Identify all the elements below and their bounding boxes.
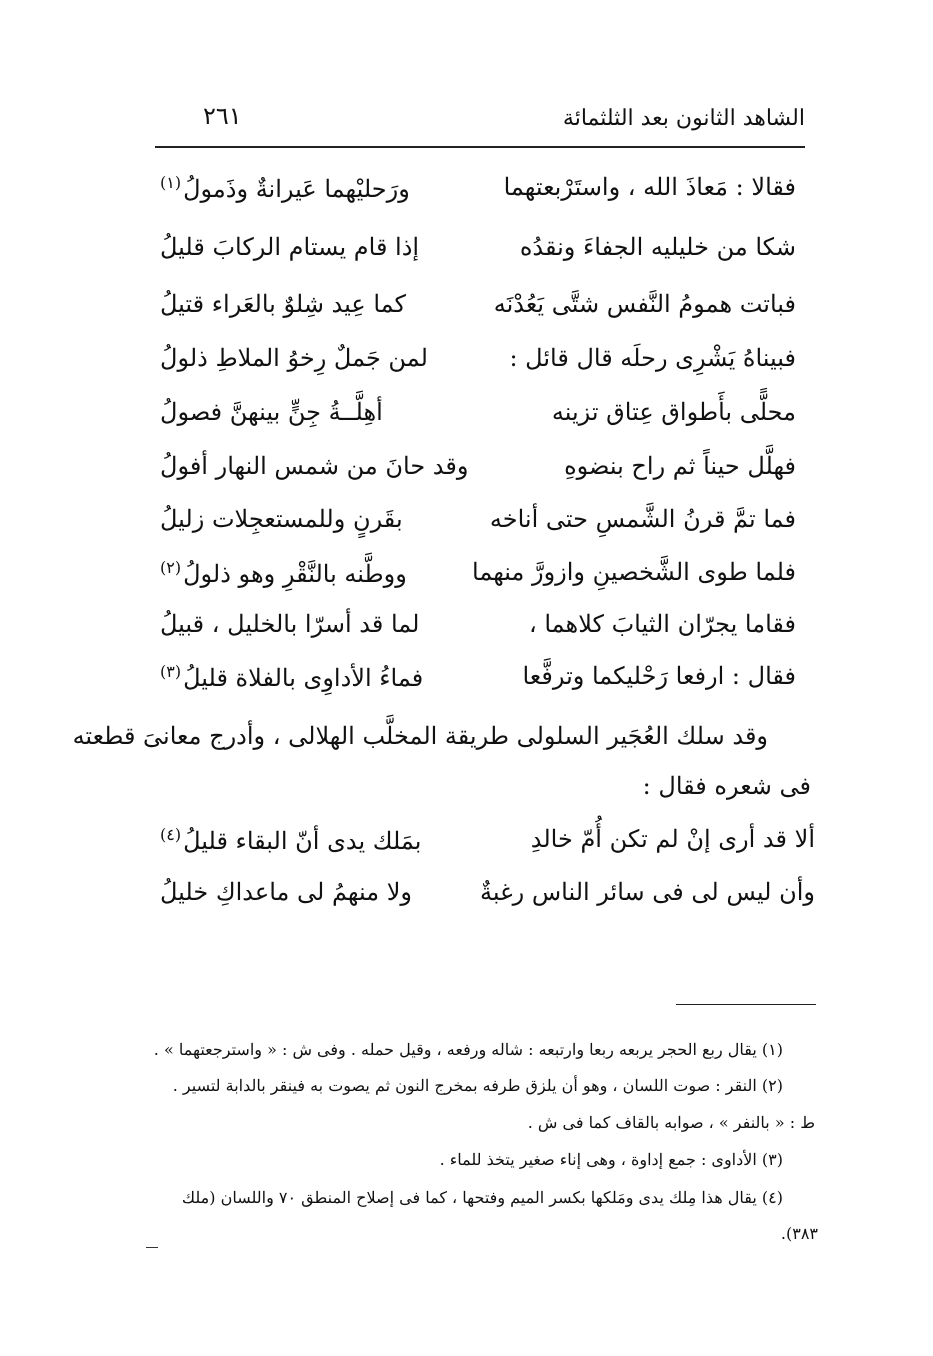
verse-first-hemistich: ألا قد أرى إنْ لم تكن أُمّ خالدِ — [530, 825, 815, 853]
verse-second-hemistich — [160, 825, 422, 855]
verse-first-hemistich: فباتت همومُ النَّفس شتَّى يَعُدْنَه — [493, 290, 796, 318]
verse-line — [150, 290, 796, 340]
verse-second-hemistich: كما عِيد شِلوٌ بالعَراء قتيلُ — [160, 290, 406, 318]
verse-second-hemistich: إذا قام يستام الركابَ قليلُ — [160, 233, 420, 261]
footnote-4: (٤) يقال هذا مِلك يدى ومَلكها بكسر الميم وفتحها ، كما فى إصلاح المنطق ٧٠ واللسان (ملك — [181, 1188, 783, 1207]
verse-line — [150, 558, 796, 608]
footnote-marker: (٣) — [160, 662, 182, 681]
verse-line — [150, 344, 796, 394]
verse-second-hemistich — [160, 662, 423, 692]
hemistich-text: بمَلك يدى أنّ البقاء قليلُ — [183, 827, 422, 855]
verse-first-hemistich: محلًّى بأَطواق عِتاق تزينه — [551, 398, 796, 426]
footnote-2-continuation: ط : « بالنفر » ، صوابه بالقاف كما فى ش . — [527, 1113, 815, 1132]
verse-line — [150, 505, 796, 555]
verse-line — [150, 233, 796, 283]
verse-line — [150, 173, 796, 223]
prose-paragraph-line: فى شعره فقال : — [642, 772, 811, 800]
verse-line — [150, 662, 796, 712]
verse-first-hemistich: وأن ليس لى فى سائر الناس رغبةٌ — [479, 878, 815, 906]
page-number: ٢٦١ — [203, 102, 242, 130]
running-title: الشاهد الثانون بعد الثلثمائة — [562, 106, 805, 131]
verse-second-hemistich: بقَرنٍ وللمستعجِلات زليلُ — [160, 505, 403, 533]
verse-first-hemistich: فلما طوى الشَّخصينِ وازورَّ منهما — [472, 558, 796, 586]
hemistich-text: ووطَّنه بالنَّقْرِ وهو ذلولُ — [183, 560, 407, 588]
verse-first-hemistich: فهلَّل حيناً ثم راح بنضوهِ — [564, 452, 796, 480]
page-header — [155, 100, 805, 148]
verse-first-hemistich: فقالا : مَعاذَ الله ، واستَرْبعتهما — [503, 173, 796, 201]
verse-first-hemistich: شكا من خليليه الجفاءَ ونقدُه — [519, 233, 796, 261]
verse-line — [150, 878, 815, 928]
footnote-2: (٢) النقر : صوت اللسان ، وهو أن يلزق طرفه بمخرج النون ثم يصوت به فينقر بالدابة لتسير . — [172, 1076, 783, 1095]
footnote-marker: (١) — [160, 173, 182, 192]
verse-second-hemistich: لمن جَملٌ رِخوُ الملاطِ ذلولُ — [160, 344, 428, 372]
footnote-divider — [676, 1004, 816, 1005]
verse-first-hemistich: فبيناهُ يَشْرِى رحلَه قال قائل : — [509, 344, 796, 372]
footnote-4-continuation: ٣٨٣). — [780, 1224, 818, 1243]
verse-second-hemistich — [160, 558, 407, 588]
verse-second-hemistich: أهِلَّــةُ جِنٍّ بينهنَّ فصولُ — [160, 398, 383, 426]
prose-paragraph-line: وقد سلك العُجَير السلولى طريقة المخلَّب الهلالى ، وأدرج معانىَ قطعته — [72, 722, 768, 750]
verse-second-hemistich: وقد حانَ من شمس النهار أفولُ — [160, 452, 469, 480]
verse-line — [150, 452, 796, 502]
verse-line — [150, 825, 815, 875]
footnote-3: (٣) الأداوى : جمع إداوة ، وهى إناء صغير يتخذ للماء . — [439, 1150, 783, 1169]
verse-second-hemistich: لما قد أسرّا بالخليل ، قبيلُ — [160, 610, 420, 638]
footnote-marker: (٢) — [160, 558, 182, 577]
verse-first-hemistich: فقال : ارفعا رَحْليكما وترفَّعا — [522, 662, 796, 690]
verse-second-hemistich: ولا منهمُ لى ماعداكِ خليلُ — [160, 878, 412, 906]
hemistich-text: ورَحليْهما عَيرانةٌ وذَمولُ — [183, 175, 410, 203]
print-mark — [146, 1247, 158, 1248]
footnote-marker: (٤) — [160, 825, 182, 844]
footnote-1: (١) يقال ربع الحجر يربعه ربعا وارتبعه : شاله ورفعه ، وقيل حمله . وفى ش : « واسترجعتهما » . — [153, 1040, 783, 1059]
verse-second-hemistich — [160, 173, 410, 203]
verse-first-hemistich: فقاما يجرّان الثيابَ كلاهما ، — [528, 610, 796, 638]
verse-first-hemistich: فما تمَّ قرنُ الشَّمسِ حتى أناخه — [489, 505, 796, 533]
verse-line — [150, 610, 796, 660]
verse-line — [150, 398, 796, 448]
hemistich-text: فماءُ الأداوِى بالفلاة قليلُ — [183, 664, 424, 692]
